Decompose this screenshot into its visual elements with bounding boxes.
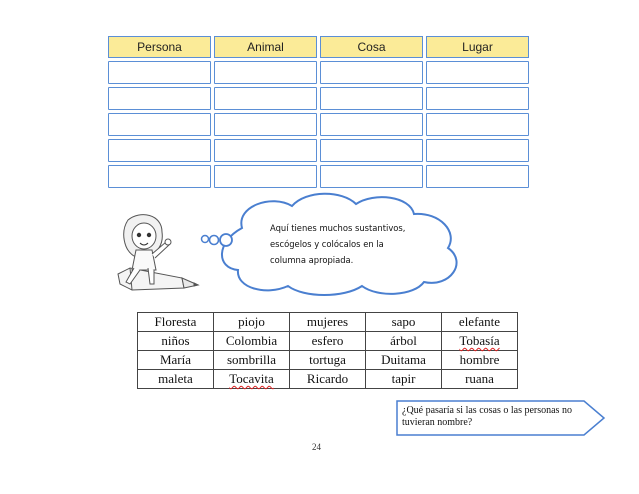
word-cell: Duitama: [366, 351, 442, 370]
word-cell: elefante: [442, 313, 518, 332]
word-cell: esfero: [290, 332, 366, 351]
answer-cell[interactable]: [320, 113, 423, 136]
word-cell: Floresta: [138, 313, 214, 332]
question-text: [402, 405, 582, 429]
answer-cell[interactable]: [108, 61, 211, 84]
header-animal: Animal: [214, 36, 317, 58]
question-line: ¿Qué pasaría si las cosas o las personas no: [402, 405, 572, 416]
word-table: [137, 312, 518, 389]
category-header-row: [108, 36, 532, 58]
word-cell: niños: [138, 332, 214, 351]
word-cell: árbol: [366, 332, 442, 351]
word-cell: tortuga: [290, 351, 366, 370]
page-number: 24: [312, 442, 321, 452]
speech-text: [270, 220, 445, 268]
word-cell: Colombia: [214, 332, 290, 351]
answer-cell[interactable]: [214, 165, 317, 188]
word-row: [138, 313, 518, 332]
misspelled-word: Tocavita: [229, 371, 274, 386]
answer-cell[interactable]: [214, 61, 317, 84]
answer-cell[interactable]: [426, 87, 529, 110]
answer-cell[interactable]: [320, 139, 423, 162]
answer-cell[interactable]: [108, 87, 211, 110]
answer-cell[interactable]: [320, 87, 423, 110]
answer-cell[interactable]: [426, 165, 529, 188]
word-cell: mujeres: [290, 313, 366, 332]
speech-line: escógelos y colócalos en la: [270, 239, 384, 249]
word-cell: [442, 332, 518, 351]
answer-cell[interactable]: [108, 139, 211, 162]
answer-row: [108, 165, 532, 188]
speech-line: columna apropiada.: [270, 255, 354, 265]
speech-line: Aquí tienes muchos sustantivos,: [270, 223, 406, 233]
answer-cell[interactable]: [426, 113, 529, 136]
answer-cell[interactable]: [426, 139, 529, 162]
answer-cell[interactable]: [214, 139, 317, 162]
answer-cell[interactable]: [214, 113, 317, 136]
answer-row: [108, 113, 532, 136]
word-cell: tapir: [366, 370, 442, 389]
answer-row: [108, 61, 532, 84]
question-line: tuvieran nombre?: [402, 417, 473, 428]
word-cell: sombrilla: [214, 351, 290, 370]
word-row: [138, 370, 518, 389]
answer-row: [108, 139, 532, 162]
category-table: [108, 36, 532, 191]
word-cell: ruana: [442, 370, 518, 389]
word-cell: piojo: [214, 313, 290, 332]
misspelled-word: Tobasía: [459, 333, 500, 348]
answer-cell[interactable]: [320, 165, 423, 188]
word-cell: [214, 370, 290, 389]
answer-cell[interactable]: [320, 61, 423, 84]
answer-cell[interactable]: [426, 61, 529, 84]
header-lugar: Lugar: [426, 36, 529, 58]
word-cell: María: [138, 351, 214, 370]
word-cell: maleta: [138, 370, 214, 389]
answer-cell[interactable]: [214, 87, 317, 110]
word-row: [138, 332, 518, 351]
header-cosa: Cosa: [320, 36, 423, 58]
word-cell: sapo: [366, 313, 442, 332]
header-persona: Persona: [108, 36, 211, 58]
word-cell: hombre: [442, 351, 518, 370]
answer-row: [108, 87, 532, 110]
word-row: [138, 351, 518, 370]
answer-cell[interactable]: [108, 113, 211, 136]
answer-cell[interactable]: [108, 165, 211, 188]
word-cell: Ricardo: [290, 370, 366, 389]
